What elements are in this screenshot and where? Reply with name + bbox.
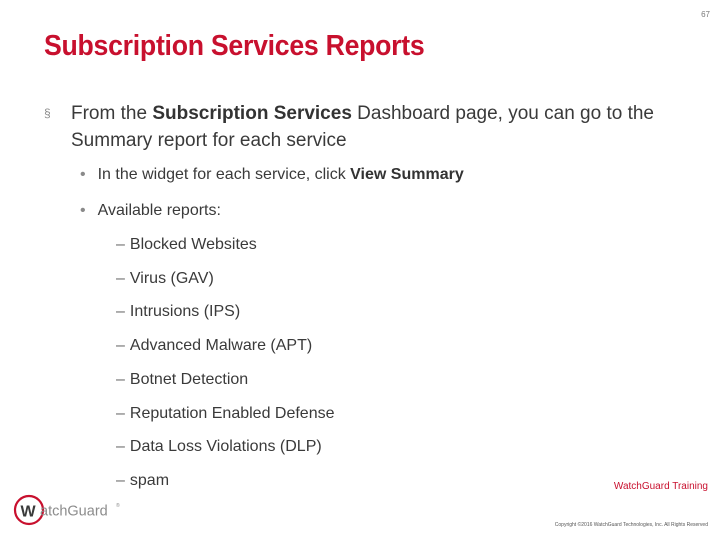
report-item-label: Data Loss Violations (DLP) (129, 438, 322, 456)
slide-title: Subscription Services Reports (44, 30, 425, 62)
report-item (116, 371, 248, 389)
dash-marker: – (116, 438, 125, 456)
main-bullet-prefix: From the (71, 103, 153, 124)
report-item-label: Intrusions (IPS) (129, 303, 241, 321)
report-item (116, 270, 214, 288)
sub-bullet-text: Available reports: (97, 202, 221, 219)
report-item-label: spam (129, 471, 170, 489)
report-item (116, 405, 335, 423)
dash-marker: – (116, 269, 125, 287)
dash-marker: – (116, 236, 125, 253)
sub-bullet-marker: • (80, 166, 86, 183)
report-item (116, 303, 240, 321)
sub-bullet-view-summary (80, 166, 464, 184)
svg-text:®: ® (116, 503, 120, 509)
svg-text:atchGuard: atchGuard (40, 503, 108, 520)
main-bullet-text (71, 100, 684, 154)
report-item (116, 236, 257, 254)
watchguard-logo (12, 492, 127, 528)
sub-bullet-available-reports (80, 202, 221, 220)
dash-marker: – (116, 303, 125, 321)
main-bullet-suffix: Dashboard page, you can go to the Summary report for each service (71, 103, 654, 151)
dash-marker: – (116, 370, 125, 388)
sub-bullet-text: In the widget for each service, click (97, 166, 351, 183)
report-item (116, 438, 322, 456)
report-item-label: Botnet Detection (129, 370, 249, 388)
slide-number: 67 (701, 10, 710, 19)
sub-bullet-bold: View Summary (350, 166, 464, 183)
report-item-label: Reputation Enabled Defense (129, 404, 335, 422)
footer-training: WatchGuard Training (613, 481, 708, 492)
report-item-label: Virus (GAV) (129, 269, 214, 287)
sub-bullet-marker: • (80, 202, 86, 219)
svg-text:W: W (20, 503, 36, 521)
main-bullet (44, 100, 684, 154)
dash-marker: – (116, 404, 125, 422)
dash-marker: – (116, 337, 125, 355)
footer-copyright: Copyright ©2016 WatchGuard Technologies, Inc. All Rights Reserved (554, 522, 708, 528)
main-bullet-bold: Subscription Services (152, 103, 352, 124)
bullet-marker: § (44, 106, 51, 120)
report-item-label: Blocked Websites (129, 236, 257, 253)
report-item (116, 472, 169, 490)
report-item-label: Advanced Malware (APT) (129, 337, 313, 355)
dash-marker: – (116, 471, 125, 489)
report-item (116, 337, 312, 355)
